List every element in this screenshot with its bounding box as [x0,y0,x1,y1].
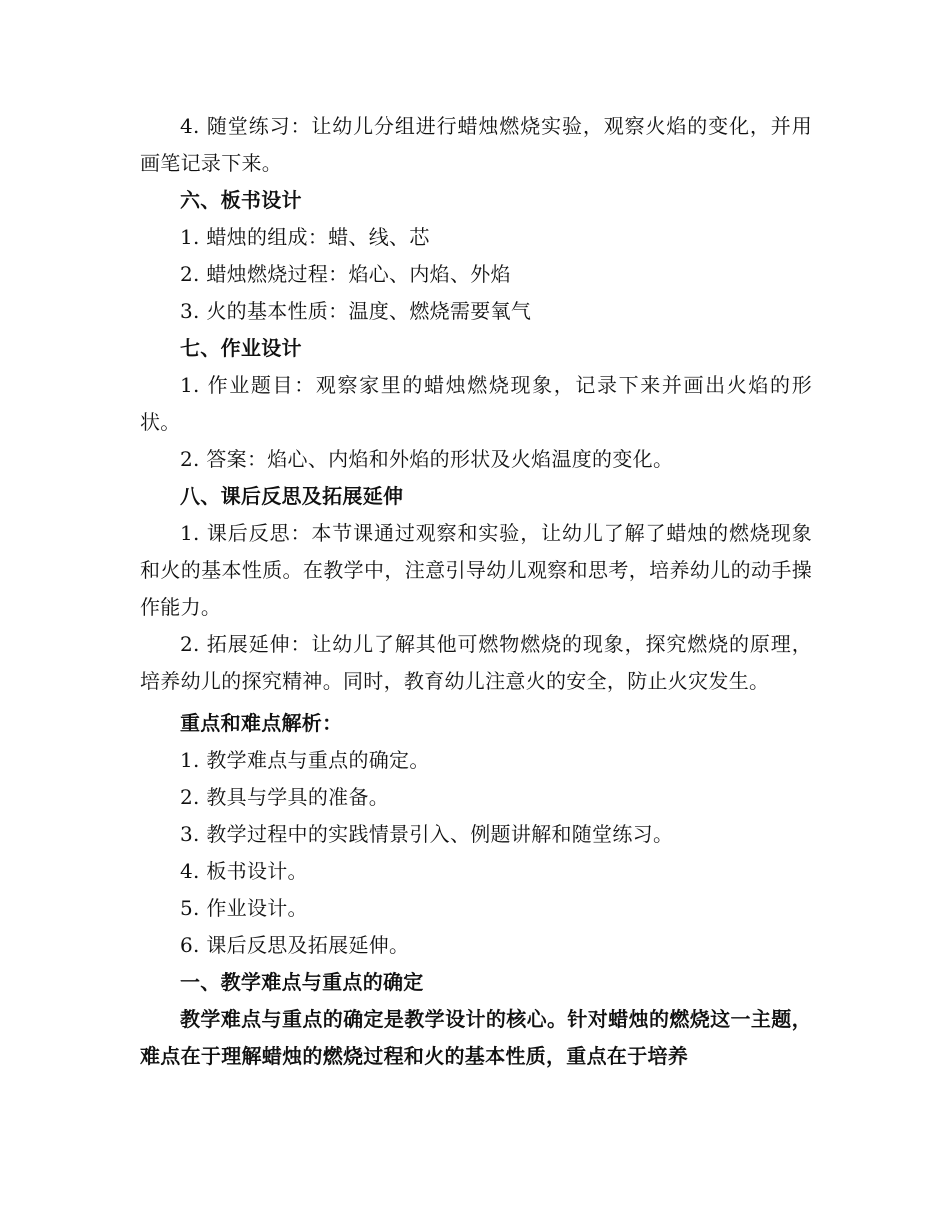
list-item: 5. 作业设计。 [180,896,308,920]
list-item: 1. 课后反思：本节课通过观察和实验，让幼儿了解了蜡烛的燃烧现象和火的基本性质。在教学中，注意引导幼儿观察和思考，培养幼儿的动手操作能力。 [140,521,812,619]
heading-difficulty-determination: 一、教学难点与重点的确定 [180,970,424,994]
list-item: 2. 蜡烛燃烧过程：焰心、内焰、外焰 [180,262,511,286]
list-item: 3. 教学过程中的实践情景引入、例题讲解和随堂练习。 [180,822,674,846]
list-item: 1. 作业题目：观察家里的蜡烛燃烧现象，记录下来并画出火焰的形状。 [140,373,812,434]
list-item: 4. 板书设计。 [180,859,308,883]
paragraph-practice: 4. 随堂练习：让幼儿分组进行蜡烛燃烧实验，观察火焰的变化，并用画笔记录下来。 [140,114,812,175]
heading-reflection: 八、课后反思及拓展延伸 [180,484,404,508]
heading-key-points: 重点和难点解析： [180,711,343,735]
list-item: 1. 教学难点与重点的确定。 [180,748,430,772]
paragraph-bold-intro: 教学难点与重点的确定是教学设计的核心。针对蜡烛的燃烧这一主题，难点在于理解蜡烛的燃烧过程和火的基本性质，重点在于培养 [140,1007,812,1068]
heading-board-design: 六、板书设计 [180,188,302,212]
list-item: 2. 答案：焰心、内焰和外焰的形状及火焰温度的变化。 [180,447,674,471]
list-item: 3. 火的基本性质：温度、燃烧需要氧气 [180,299,532,323]
list-item: 6. 课后反思及拓展延伸。 [180,933,410,957]
document-body [140,108,812,1075]
list-item: 1. 蜡烛的组成：蜡、线、芯 [180,225,430,249]
list-item: 2. 拓展延伸：让幼儿了解其他可燃物燃烧的现象，探究燃烧的原理，培养幼儿的探究精神。同时，教育幼儿注意火的安全，防止火灾发生。 [140,632,812,693]
list-item: 2. 教具与学具的准备。 [180,785,390,809]
heading-homework-design: 七、作业设计 [180,336,302,360]
